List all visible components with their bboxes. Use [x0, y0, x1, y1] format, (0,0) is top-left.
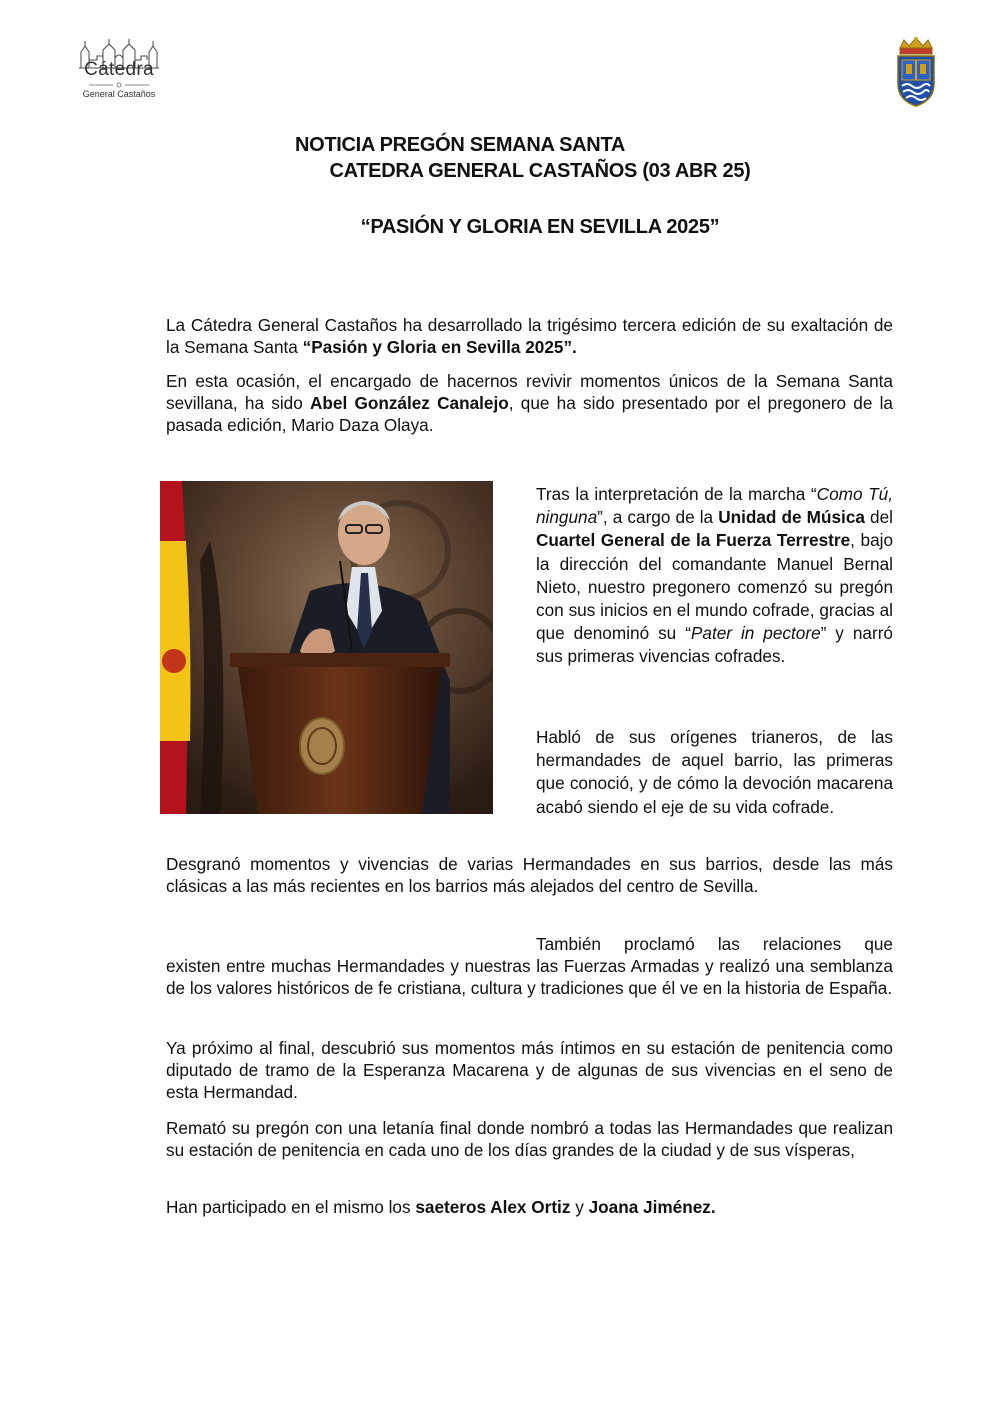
paragraph-march [536, 483, 893, 669]
text-span: , que ha sido presentado por el pregonero de la pasada edición, Mario Daza Olaya. [166, 393, 893, 435]
text-span: existen entre muchas Hermandades y nuestras las Fuerzas Armadas y realizó una semblanza de los valores históricos de fe cristiana, cultura y tradiciones que él ve en la historia de España. [166, 956, 893, 998]
text-span: , bajo la dirección del comandante Manuel Bernal Nieto, nuestro pregonero comenzó su pregón con sus inicios en el mundo cofrade, gracias al que denominó su “ [536, 530, 894, 644]
coat-of-arms-icon [890, 36, 942, 108]
paragraph-litany: Remató su pregón con una letanía final donde nombró a todas las Hermandades que realizan su estación de penitencia en cada uno de los días grandes de la ciudad y de sus vísperas, [166, 1118, 893, 1160]
text-span: y [570, 1197, 589, 1217]
title-line-3: “PASIÓN Y GLORIA EN SEVILLA 2025” [360, 216, 720, 238]
logo-wordmark: Cátedra [84, 59, 154, 80]
paragraph-intro [166, 314, 893, 358]
bold-span: Joana Jiménez. [588, 1197, 716, 1217]
logo-subtitle: General Castaños [82, 89, 156, 99]
paragraph-brotherhoods: Desgranó momentos y vivencias de varias Hermandades en sus barrios, desde las más clásicas a las más recientes en los barrios más alejados del centro de Sevilla. [166, 854, 893, 896]
paragraph-armed-forces [166, 933, 893, 999]
text-span: La Cátedra General Castaños ha desarrollado la trigésimo tercera edición de su exaltación de la Semana Santa [166, 315, 893, 357]
text-span: En esta ocasión, el encargado de hacernos revivir momentos únicos de la Semana Santa sevillana, ha sido [166, 371, 893, 413]
paragraph-origins: Habló de sus orígenes trianeros, de las hermandades de aquel barrio, las primeras que conoció, y de cómo la devoción macarena acabó siendo el eje de su vida cofrade. [536, 727, 893, 817]
italic-span: Pater in pectore [690, 623, 821, 644]
text-line-indented: También proclamó las relaciones que [536, 934, 893, 954]
paragraph-speaker [166, 370, 893, 436]
text-span: ”, a cargo de la [597, 507, 719, 528]
paragraph-saeteros [166, 1196, 893, 1218]
text-span: Tras la interpretación de la marcha “ [536, 484, 817, 504]
text-span: del [864, 507, 893, 528]
title-line-2: CATEDRA GENERAL CASTAÑOS (03 ABR 25) [329, 160, 751, 182]
bold-span: saeteros Alex Ortiz [415, 1197, 571, 1217]
bold-span: Cuartel General de la Fuerza Terrestre [536, 530, 851, 551]
speaker-at-podium-photo [160, 481, 493, 814]
bold-span: Unidad de Música [718, 507, 865, 528]
paragraph-penitence: Ya próximo al final, descubrió sus momentos más íntimos en su estación de penitencia como diputado de tramo de la Esperanza Macarena y de algunas de sus vivencias en el seno de esta Hermandad. [166, 1038, 893, 1102]
text-span: ” y narró sus primeras vivencias cofrades. [536, 623, 893, 667]
catedra-logo [74, 38, 164, 110]
italic-span: Como Tú, ninguna [536, 484, 893, 528]
bold-span: “Pasión y Gloria en Sevilla 2025”. [302, 337, 577, 357]
title-line-1: NOTICIA PREGÓN SEMANA SANTA [294, 134, 626, 156]
bold-span: Abel González Canalejo [309, 393, 509, 413]
text-span: Han participado en el mismo los [166, 1197, 416, 1217]
